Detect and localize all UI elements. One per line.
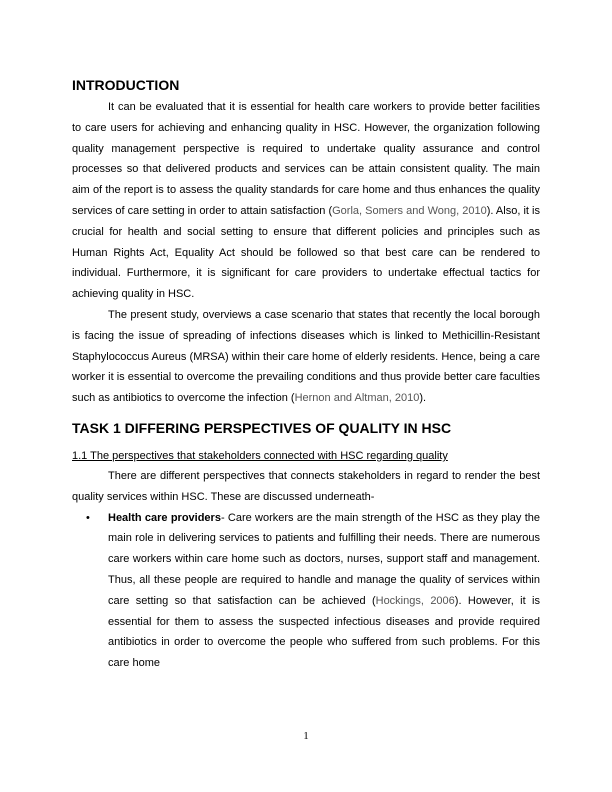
citation: Hernon and Altman, 2010 [294, 392, 420, 405]
task1-subheading: 1.1 The perspectives that stakeholders connected with HSC regarding quality [72, 449, 448, 462]
stakeholder-list [72, 508, 540, 674]
document-page [72, 76, 540, 674]
list-item-text: - Care workers are the main strength of the HSC as they play the main role in delivering services to patients and fulfilling their needs. There are numerous care workers within care home such as doctors, nurses, support staff and management. Thus, all these people are required to handle and manage the quality of services within care setting so that satisfaction can be achieved ( [108, 511, 540, 607]
paragraph-text: ). [419, 392, 427, 405]
task1-heading: TASK 1 DIFFERING PERSPECTIVES OF QUALITY IN HSC [72, 419, 452, 436]
paragraph-text: ). Also, it is crucial for health and social setting to ensure that different policies and principles such as Human Rights Act, Equality Act should be followed so that best care can be rendered to individual. Furthermore, it is significant for care providers to undertake effectual tactics for achieving quality in HSC. [72, 204, 541, 301]
paragraph-text: It can be evaluated that it is essential for health care workers to provide better facilities to care users for achieving and enhancing quality in HSC. However, the organization following quality management perspective is required to undertake quality assurance and control processes so that delivered products and services can be attain consistent quality. The main aim of the report is to assess the quality standards for care home and thus enhances the quality services of care setting in order to attain satisfaction ( [72, 101, 540, 217]
paragraph-text: The present study, overviews a case scenario that states that recently the local borough is facing the issue of spreading of infections diseases which is linked to Methicillin-Resistant Staphylococcus Aureus (MRSA) within their care home of elderly residents. Hence, being a care worker it is essential to overcome the prevailing conditions and thus provide better care faculties such as antibiotics to overcome the infection ( [72, 308, 540, 405]
list-item [72, 508, 540, 674]
list-item-title: Health care providers [108, 511, 221, 524]
page-number: 1 [303, 730, 309, 742]
task1-intro-paragraph: There are different perspectives that connects stakeholders in regard to render the best quality services within HSC. These are discussed underneath- [72, 469, 540, 503]
introduction-heading: INTRODUCTION [72, 77, 180, 93]
introduction-paragraph-2 [72, 305, 540, 409]
bullet-icon: • [86, 511, 90, 524]
citation: Hockings, 2006 [375, 594, 455, 607]
citation: Gorla, Somers and Wong, 2010 [332, 204, 487, 217]
introduction-paragraph-1 [72, 97, 540, 305]
list-item-text: ). However, it is essential for them to assess the suspected infectious diseases and provide required antibiotics in order to overcome the people who suffered from such problems. For this care home [108, 594, 540, 670]
